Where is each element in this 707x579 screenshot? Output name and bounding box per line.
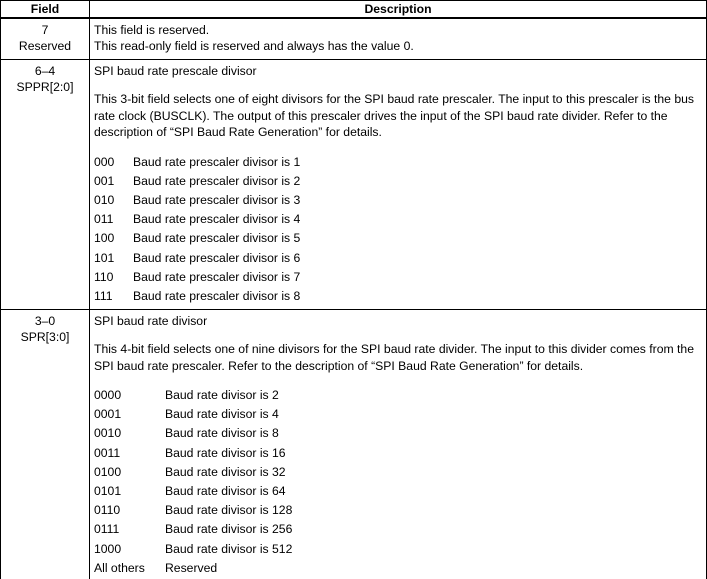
code-list-item bbox=[94, 520, 704, 539]
code-meaning: Baud rate divisor is 16 bbox=[165, 445, 286, 460]
row-separator bbox=[1, 59, 706, 60]
code-meaning: Baud rate prescaler divisor is 3 bbox=[133, 192, 301, 207]
code-list-item bbox=[94, 386, 704, 405]
table-header bbox=[1, 0, 706, 19]
code-list-item bbox=[94, 463, 704, 482]
field-cell-reserved bbox=[1, 22, 89, 54]
field-name: Reserved bbox=[18, 39, 72, 53]
code-value: 0011 bbox=[94, 445, 121, 460]
field-column-header: Field bbox=[30, 2, 60, 16]
code-meaning: Baud rate prescaler divisor is 1 bbox=[133, 154, 301, 169]
code-list-item bbox=[94, 405, 704, 424]
code-meaning: Baud rate divisor is 128 bbox=[165, 503, 293, 518]
code-list-item bbox=[94, 424, 704, 443]
code-meaning: Baud rate prescaler divisor is 6 bbox=[133, 250, 301, 265]
description-title: SPI baud rate prescale divisor bbox=[94, 64, 257, 78]
field-cell-spr bbox=[1, 313, 89, 345]
code-value: 100 bbox=[94, 231, 115, 246]
code-list bbox=[94, 153, 704, 307]
code-value: 011 bbox=[94, 212, 114, 227]
code-list-item bbox=[94, 210, 704, 229]
code-list-item bbox=[94, 501, 704, 520]
description-cell-spr bbox=[94, 313, 704, 578]
code-meaning: Baud rate divisor is 4 bbox=[165, 407, 279, 422]
field-name: SPR[3:0] bbox=[20, 330, 70, 344]
code-list-item bbox=[94, 482, 704, 501]
code-meaning: Baud rate prescaler divisor is 2 bbox=[133, 173, 301, 188]
code-value: 0101 bbox=[94, 484, 122, 499]
code-value: 0110 bbox=[94, 503, 121, 518]
field-cell-sppr bbox=[1, 63, 89, 95]
description-paragraph: This 4-bit field selects one of nine divisors for the SPI baud rate divider. The input to this divider comes from the SPI baud rate prescaler. Refer to the description of “SPI Baud Rate Generation” for details. bbox=[94, 342, 694, 373]
field-name: SPPR[2:0] bbox=[16, 80, 74, 94]
field-bit-number: 6–4 bbox=[34, 64, 56, 78]
code-list-item bbox=[94, 559, 704, 578]
description-cell-reserved bbox=[94, 22, 704, 54]
code-value: 001 bbox=[94, 173, 115, 188]
code-meaning: Baud rate prescaler divisor is 8 bbox=[133, 288, 301, 303]
description-column-header: Description bbox=[364, 2, 432, 16]
code-value: 1000 bbox=[94, 541, 122, 556]
description-line: This read-only field is reserved and always has the value 0. bbox=[94, 39, 414, 53]
code-value: 110 bbox=[94, 269, 114, 284]
code-meaning: Reserved bbox=[165, 560, 218, 575]
code-list-item bbox=[94, 287, 704, 306]
code-meaning: Baud rate prescaler divisor is 4 bbox=[133, 212, 301, 227]
code-list bbox=[94, 386, 704, 578]
code-list-item bbox=[94, 268, 704, 287]
field-bit-number: 3–0 bbox=[34, 314, 56, 328]
code-meaning: Baud rate prescaler divisor is 5 bbox=[133, 231, 301, 246]
code-value: All others bbox=[94, 560, 145, 575]
code-list-item bbox=[94, 172, 704, 191]
code-meaning: Baud rate divisor is 512 bbox=[165, 541, 293, 556]
description-title: SPI baud rate divisor bbox=[94, 314, 208, 328]
code-value: 0100 bbox=[94, 464, 122, 479]
row-separator bbox=[1, 309, 706, 310]
code-value: 010 bbox=[94, 192, 115, 207]
code-meaning: Baud rate divisor is 2 bbox=[165, 388, 279, 402]
code-value: 0001 bbox=[94, 407, 122, 422]
code-list-item bbox=[94, 191, 704, 210]
code-meaning: Baud rate divisor is 64 bbox=[165, 484, 286, 499]
code-value: 0000 bbox=[94, 388, 122, 402]
code-meaning: Baud rate prescaler divisor is 7 bbox=[133, 269, 301, 284]
code-list-item bbox=[94, 249, 704, 268]
code-list-item bbox=[94, 540, 704, 559]
code-value: 101 bbox=[94, 250, 115, 265]
code-value: 111 bbox=[94, 288, 113, 303]
code-meaning: Baud rate divisor is 8 bbox=[165, 426, 279, 441]
code-value: 0010 bbox=[94, 426, 122, 441]
field-bit-number: 7 bbox=[41, 23, 49, 37]
code-list-item bbox=[94, 444, 704, 463]
description-line: This field is reserved. bbox=[94, 23, 210, 37]
code-value: 000 bbox=[94, 154, 115, 169]
code-value: 0111 bbox=[94, 522, 120, 537]
description-paragraph: This 3-bit field selects one of eight divisors for the SPI baud rate prescaler. The input to this prescaler is the bus rate clock (BUSCLK). The output of this prescaler drives the input of the SPI baud rate divider. Refer to the description of “SPI Baud Rate Generation” for details. bbox=[94, 92, 694, 139]
code-meaning: Baud rate divisor is 256 bbox=[165, 522, 293, 537]
column-divider bbox=[89, 0, 90, 579]
code-list-item bbox=[94, 153, 704, 172]
code-meaning: Baud rate divisor is 32 bbox=[165, 464, 286, 479]
description-cell-sppr bbox=[94, 63, 704, 306]
code-list-item bbox=[94, 229, 704, 248]
